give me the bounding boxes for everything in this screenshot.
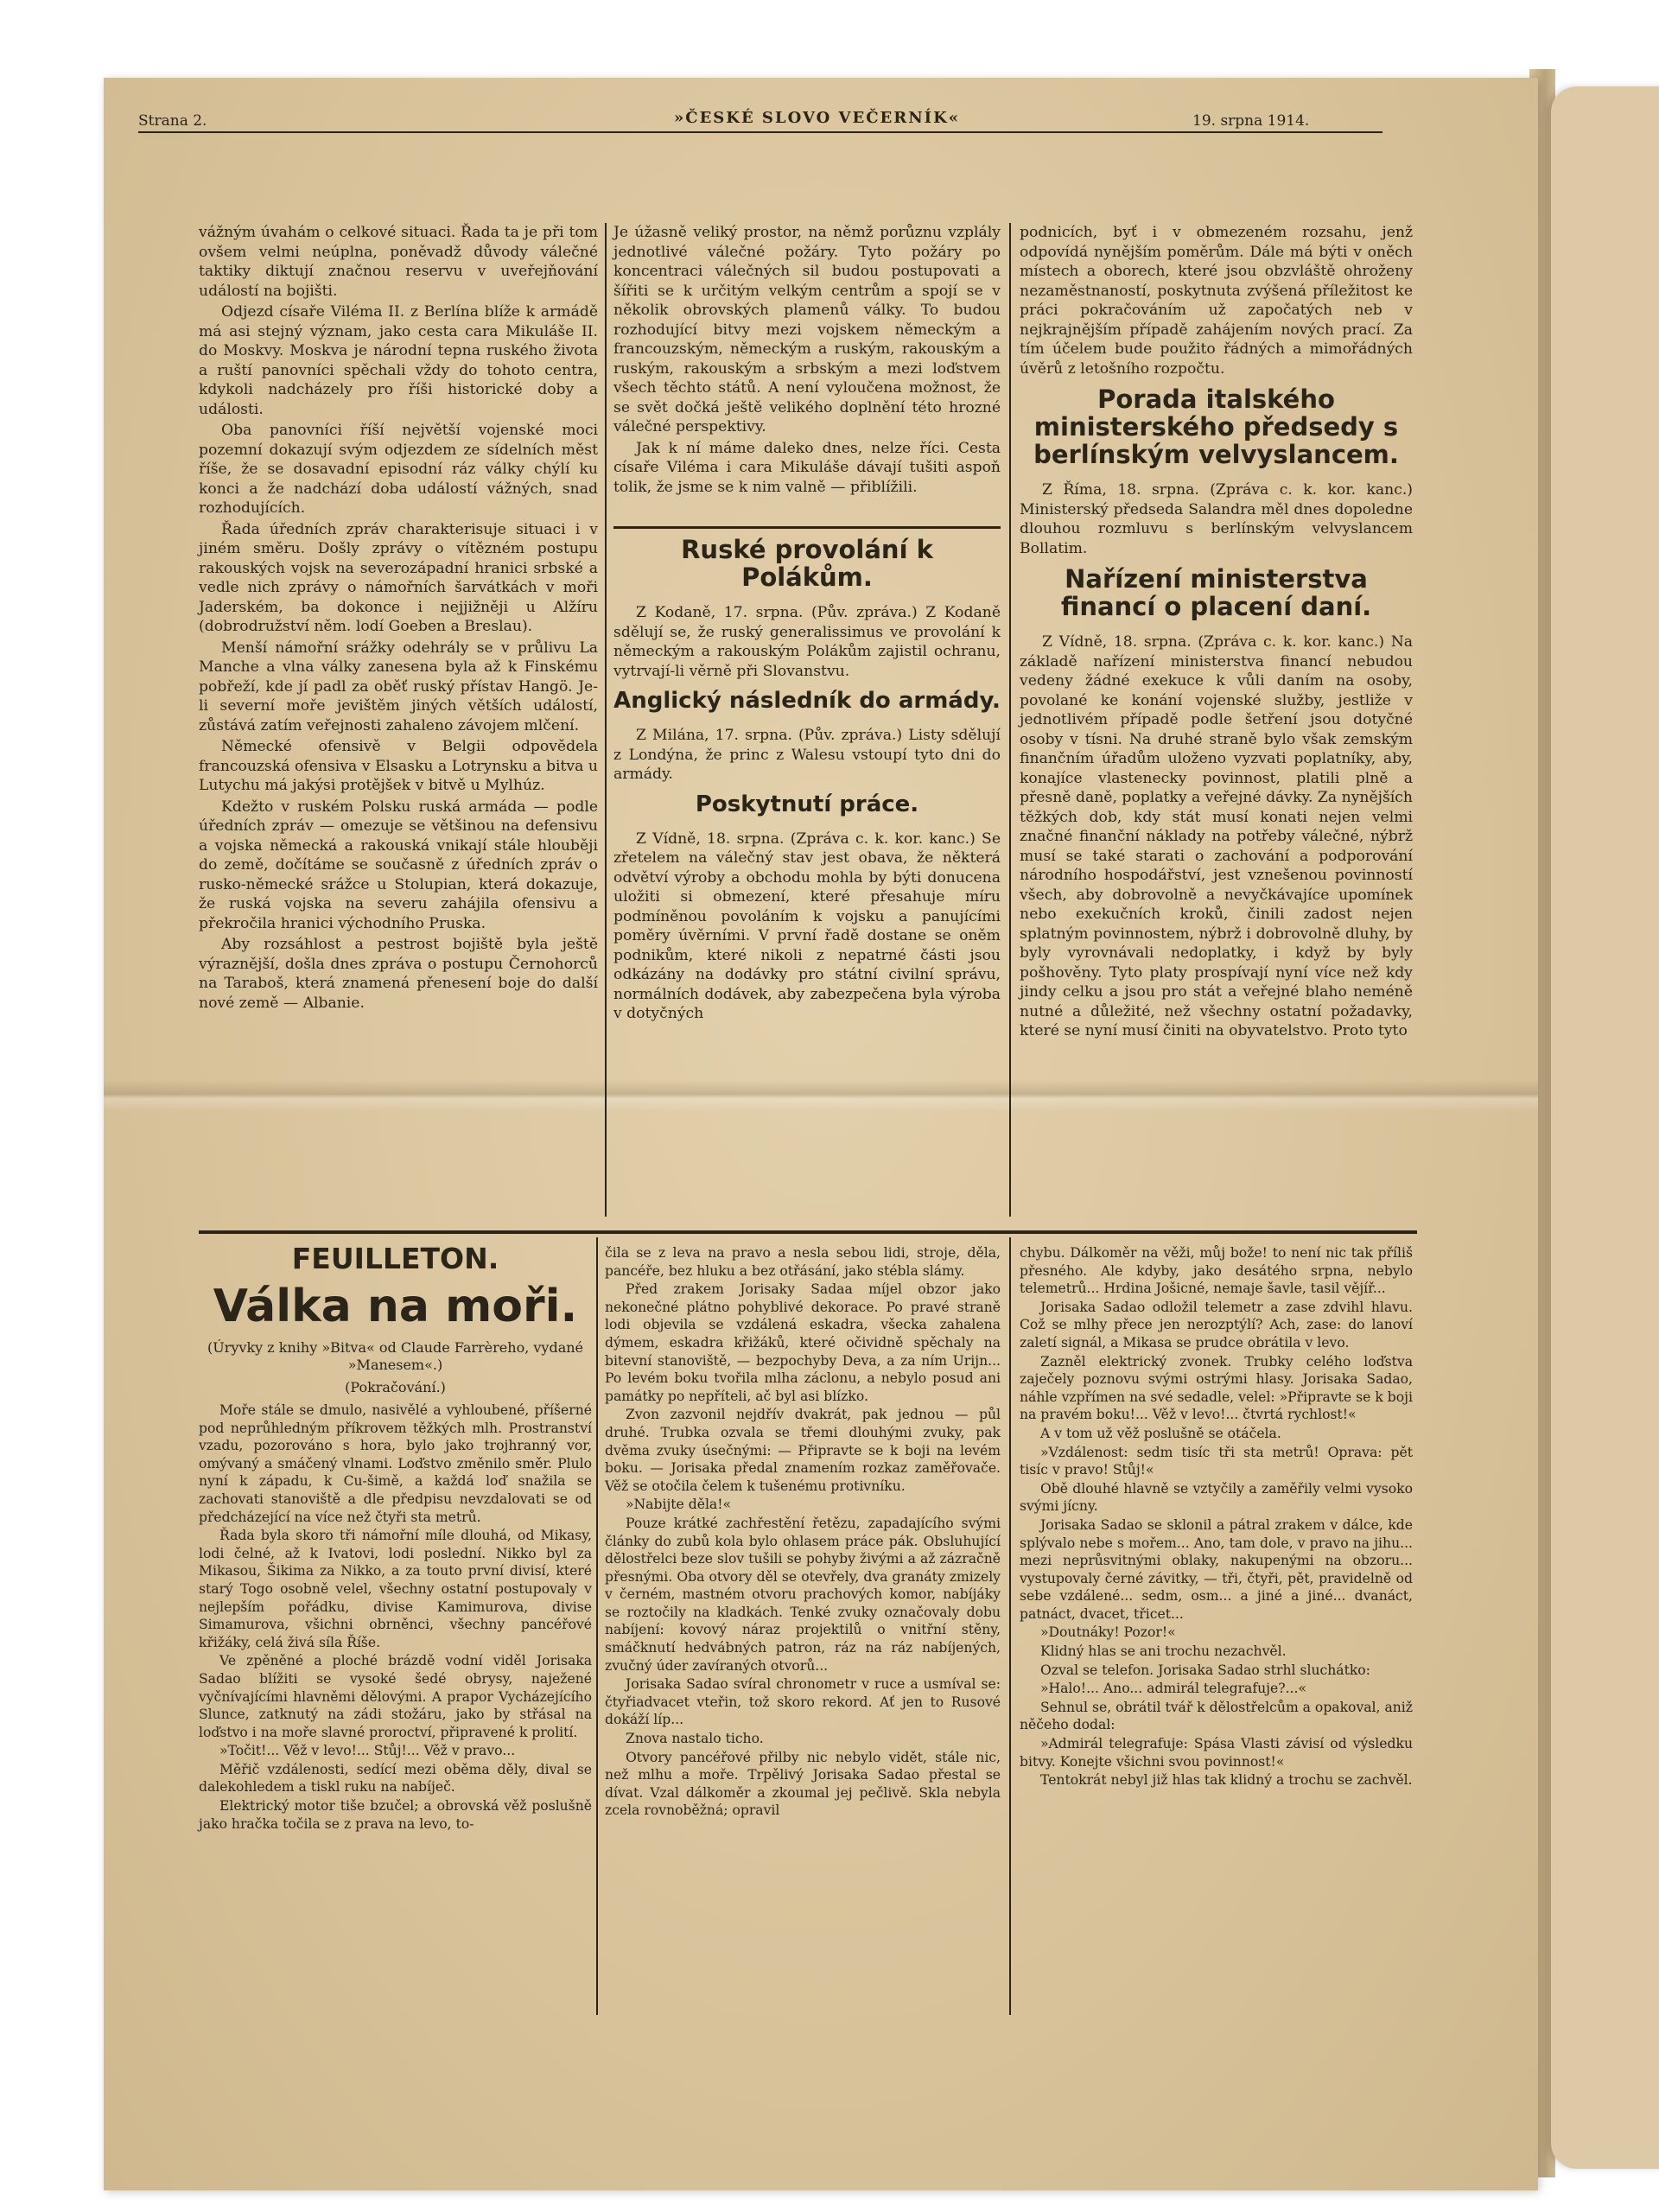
paragraph: Odjezd císaře Viléma II. z Berlína blíže k armádě má asi stejný význam, jako cesta cara Mikuláše II. do Moskvy. Moskva je národní tepna ruského života a ruští panovníci spěchali vždy do tohoto centra, kdykoli nadcházely pro říši historické doby a události. [199,303,598,418]
feuilleton-column-3 [1020,1244,1413,1790]
paragraph: Tentokrát nebyl již hlas tak klidný a trochu se zachvěl. [1040,1772,1413,1789]
paragraph: čila se z leva na pravo a nesla sebou lidi, stroje, děla, pancéře, bez hluku a bez otřásání, jako stébla slámy. [605,1245,1001,1279]
article-text: Z Vídně, 18. srpna. (Zpráva c. k. kor. kanc.) Na základě nařízení ministerstva financí nebudou vedeny žádné exekuce k vůli daním na osoby, povolané ke konání vojenské služby, jestliže v jednotlivém případě podle šetření jsou dotyčné osoby v tísni. Na druhé straně bylo však zemským finančním úřadům uloženo vyzvati poplatníky, aby, konajíce vlastenecky povinnost, platili plně a přesně daně, poplatky a veřejné dávky. Za nynějších těžkých dob, kdy stát musí konati nejen velmi značné finanční náklady na potřeby válečné, nýbrž musí se také starati o zachování a podporování národního hospodářství, jest vznešenou povinností všech, aby dobrovolně a nevyčkávajíce upomínek nebo exekučních kroků, činili zadost nejen splatným povinnostem, nýbrž i dobrovolně dluhy, by byly vyrovnávali nedoplatky, i když by byly pošhověny. Tyto platy prospívají nyní více než kdy jindy celku a jsou pro stát a veřejné blaho neméně nutné a důležité, než všechny ostatní požadavky, které se nyní musí činiti na obyvatelstvo. Proto tyto [1020,633,1413,1039]
column-2 [613,223,1001,1026]
feuilleton-rule-1 [596,1237,598,2015]
paragraph: Ve zpěněné a ploché brázdě vodní viděl Jorisaka Sadao blížiti se vysoké šedé obrysy, naježené vyčnívajícími hlavněmi dělovými. A prapor Vycházejícího Slunce, zatknutý na zádi stožáru, jako by střásal na loďstvo i na moře slavné proroctví, připravené k prolití. [199,1653,592,1740]
paragraph: chybu. Dálkoměr na věži, můj bože! to není nic tak příliš přesného. Ale kdyby, jako desátého srpna, nebylo telemetrů... Hrdina Jošicné, nemaje šavle, tasil vějíř... [1020,1245,1413,1297]
headline-ruske-provolani: Ruské provolání k Polákům. [681,535,933,592]
article-text: podnicích, byť i v obmezeném rozsahu, jenž odpovídá nynějším poměrům. Dále má býti v oněch místech a oborech, které jsou obzvláště ohroženy nezaměstnaností, poskytnuta zvýšená příležitost ke práci pokračováním už započatých neb v nejkrajnějším případě zahájením nových prací. Za tím účelem bude použito řádných a mimořádných úvěrů z letošního rozpočtu. [1020,224,1413,378]
headline-poskytnuti-prace: Poskytnutí práce. [695,791,919,817]
paragraph: Řada byla skoro tři námořní míle dlouhá, od Mikasy, lodi čelné, až k Ivatovi, lodi poslední. Nikko byl za Mikasou, Šikima za Nikko, a za touto první divisí, které starý Togo osobně velel, všechny ostatní postupovaly v nejlepším pořádku, divise Kamimurova, divise Simamurova, všichni obrněnci, všechny pancéřové křižáky, celá živá síla Říše. [199,1528,592,1650]
paragraph: Moře stále se dmulo, nasivělé a vyhloubené, příšerné pod neprůhledným příkrovem těžkých mlh. Prostranství vzadu, pozorováno s hora, bylo jako trojhranný vor, omývaný a smáčený vlnami. Loďstvo změnilo směr. Plulo nyní k západu, k Cu-šimě, a každá loď snažila se zachovati stanoviště a dle předpisu nevzdalovati se od předcházející na více než čtyři sta metrů. [199,1402,592,1525]
paragraph: Měřič vzdálenosti, sedící mezi oběma děly, dival se dalekohledem a tiskl ruku na nabíječ. [199,1761,592,1796]
paragraph: Oba panovníci říší největší vojenské moci pozemní dokazují svým odjezdem ze sídelních měst říše, že se dosavadní episodní ráz války chýlí ku konci a že nadchází doba událostí vážných, snad rozhodujících. [199,422,598,517]
feuilleton-column-2 [605,1244,1001,1821]
paragraph: Aby rozsáhlost a pestrost bojiště byla ještě výraznější, došla dnes zpráva o postupu Černohorců na Taraboš, která znamená přenesení boje do další nové země — Albanie. [199,936,598,1012]
page-number: Strana 2. [138,112,207,130]
paragraph: Ozval se telefon. Jorisaka Sadao strhl sluchátko: [1040,1662,1370,1678]
headline-narizeni-ministerstva: Nařízení ministerstva financí o placení daní. [1060,564,1372,621]
page-header [138,109,1348,130]
article-text: Z Říma, 18. srpna. (Zpráva c. k. kor. kanc.) Ministerský předseda Salandra měl dnes dopoledne dlouhou rozmluvu s berlínským velvyslancem Bollatim. [1020,481,1413,557]
column-1 [199,223,598,1014]
paragraph: Jorisaka Sadao se sklonil a pátral zrakem v dálce, kde splývalo nebe s mořem... Ano, tam dole, v pravo na jihu... mezi neprůsvitnými oblaky, nakupenými na obzoru... vystupovaly černé závitky, — tři, čtyři, pět, pravidelně od sebe vzdálené... sedm, osm... a jiné a jiné... dvanáct, patnáct, dvacet, třicet... [1020,1516,1413,1622]
headline-porada-italskeho: Porada italského ministerského předsedy s berlínským velvyslancem. [1033,385,1399,469]
paragraph: »Halo!... Ano... admirál telegrafuje?...« [1040,1681,1306,1697]
paragraph: Menší námořní srážky odehrály se v průlivu La Manche a vlna války zanesena byla až k Finskému pobřeží, kde jí padl za oběť ruský přístav Hangö. Je-li severní moře jevištěm jiných větších událostí, zůstává zatím veřejnosti zahaleno závojem mlčení. [199,639,598,734]
feuilleton-rule [199,1230,1417,1234]
feuilleton-label: FEUILLETON. [291,1242,499,1275]
paragraph: Znova nastalo ticho. [626,1731,764,1747]
feuilleton-title: Válka na moři. [213,1281,578,1332]
column-rule-1 [605,223,607,1217]
section-rule [613,526,1001,529]
paragraph: Kdežto v ruském Polsku ruská armáda — podle úředních zpráv — omezuje se většinou na defensivu a vojska německá a rakouská vnikají stále hlouběji do země, dočítáme se současně z úředních zpráv o rusko-německé srážce u Stolupian, která dokazuje, že ruská vojska na severu zahájila ofensivu a překročila hranici východního Pruska. [199,798,598,932]
paragraph: A v tom už věž poslušně se otáčela. [1040,1425,1281,1441]
paragraph: »Točit!... Věž v levo!... Stůj!... Věž v pravo... [219,1743,516,1759]
paragraph: »Nabijte děla!« [626,1497,732,1513]
paper-crease [104,1080,1538,1111]
header-rule [138,131,1382,133]
paragraph: Jorisaka Sadao odložil telemetr a zase zdvihl hlavu. Což se mlhy přece jen nerozptýlí? Ach, zase: do lanoví zaletí signál, a Mikasa se prudce obrátila v levo. [1020,1299,1413,1351]
adjacent-page-edge [1551,86,1659,2169]
headline-anglicky-naslednik: Anglický následník do armády. [613,688,1001,714]
issue-date: 19. srpna 1914. [1192,112,1310,130]
paragraph: Otvory pancéřové přilby nic nebylo vidět, stále nic, než mlhu a moře. Trpělivý Jorisaka Sadao přestal se dívat. Vzal dálkoměr a zkoumal jej pečlivě. Skla nebyla zcela rovnoběžná; opravil [605,1749,1001,1819]
paragraph: »Admirál telegrafuje: Spása Vlasti závisí od výsledku bitvy. Konejte všichni svou povinnost!« [1020,1736,1413,1770]
feuilleton-subtitle: (Úryvky z knihy »Bitva« od Claude Farrèreho, vydané »Manesem«.) [207,1339,584,1373]
paragraph: Elektrický motor tiše bzučel; a obrovská věž poslušně jako hračka točila se z prava na levo, to- [199,1798,592,1832]
paragraph: Pouze krátké zachřestění řetězu, zapadajícího svými články do zubů kola bylo ohlasem práce pák. Obsluhující dělostřelci beze slov tušili se pohyby živými a až zázračně přesnými. Oba otvory děl se otevřely, dva granáty zmizely v černém, mastném otvoru prachových komor, nabíjáky se roztočily na kladkách. Tenké zvuky označovaly dobu nabíjení: kovový náraz projektilů o vnitřní stěny, smáčknutí hedvábných patron, ráz na ráz nabíjených, zvučný úder zavíraných otvorů... [605,1515,1001,1674]
paragraph: Sehnul se, obrátil tvář k dělostřelcům a opakoval, aniž něčeho dodal: [1020,1699,1413,1733]
feuilleton-rule-2 [1009,1237,1011,2015]
feuilleton-column-1 [199,1237,592,1834]
article-text: Z Kodaně, 17. srpna. (Pův. zpráva.) Z Kodaně sdělují se, že ruský generalissimus ve provolání k německým a rakouským Polákům zajistil ochranu, vytrvají-li věrně při Slovanstvu. [613,604,1001,680]
article-text: Z Milána, 17. srpna. (Pův. zpráva.) Listy sdělují z Londýna, že princ z Walesu vstoupí tyto dni do armády. [613,727,1001,783]
paragraph: Je úžasně veliký prostor, na němž porůznu vzplály jednotlivé válečné požáry. Tyto požáry po koncentraci válečných sil budou postupovati a šířiti se k určitým velkým centrům a spojí se v několik obrovských plamenů války. To budou rozhodující bitvy mezi vojskem německým a francouzským, německým a ruským, rakouským a ruským, rakouským a srbským a mezi loďstvem všech těchto států. A není vyloučena možnost, že se svět dočká ještě velikého doplnění této hrozné válečné perspektivy. [613,224,1001,435]
paragraph: »Vzdálenost: sedm tisíc tři sta metrů! Oprava: pět tisíc v pravo! Stůj!« [1020,1444,1413,1478]
masthead: »ČESKÉ SLOVO VEČERNÍK« [674,109,960,127]
paragraph: Zvon zazvonil nejdřív dvakrát, pak jednou — půl druhé. Trubka ozvala se třemi dlouhými zvuky, pak dvěma zvuky úsečnými: — Připravte se k boji na levém boku. — Jorisaka předal znamením rozkaz zaměřovače. Věž se otočila čelem k tušenému protivníku. [605,1407,1001,1494]
paragraph: vážným úvahám o celkové situaci. Řada ta je při tom ovšem velmi neúplna, poněvadž důvody válečné taktiky diktují značnou reservu v uveřejňování událostí na bojišti. [199,224,598,300]
paragraph: Řada úředních zpráv charakterisuje situaci i v jiném směru. Došly zprávy o vítězném postupu rakouských vojsk na severozápadní hranici srbské a vedle nich zprávy o námořních šarvátkách v moři Jaderském, ba dokonce i nejjižněji u Alžíru (dobrodružství něm. lodí Goeben a Breslau). [199,520,598,635]
paragraph: Zazněl elektrický zvonek. Trubky celého loďstva zaječely poznovu svými ostrými hlasy. Jorisaka Sadao, náhle vzpřímen na své sedadle, velel: »Připravte se k boji na pravém boku!... Věž v levo!... čtvrtá rychlost!« [1020,1353,1413,1423]
column-3 [1020,223,1413,1043]
paragraph: Německé ofensivě v Belgii odpovědela francouzská ofensiva v Elsasku a Lotrynsku a bitva u Lutychu má jakýsi protějšek v bitvě u Mylhúz. [199,738,598,794]
paragraph: Jak k ní máme daleko dnes, nelze říci. Cesta císaře Viléma i cara Mikuláše dávají tušiti aspoň tolik, že jsme se k nim valně — přiblížili. [613,439,1001,496]
paragraph: »Doutnáky! Pozor!« [1040,1624,1176,1641]
paragraph: Před zrakem Jorisaky Sadaa míjel obzor jako nekonečné plátno pohyblivé dekorace. Po pravé straně lodi objevila se vzdálená eskadra, všecka zahalena dýmem, eskadra křižáků, které očividně spěchaly na bitevní stanoviště, — bezpochyby Deva, a za ním Urijn... Po levém boku tvořila mlha záclonu, a nebylo posud ani památky po nepříteli, ač byl asi blízko. [605,1281,1001,1404]
paragraph: Klidný hlas se ani trochu nezachvěl. [1040,1643,1287,1660]
article-text: Z Vídně, 18. srpna. (Zpráva c. k. kor. kanc.) Se zřetelem na válečný stav jest obava, že některá odvětví výroby a obchodu mohla by býti donucena uložiti si obmezení, které přesahuje míru podmíněnou povoláním k vojsku a panujícími poměry úvěrními. V první řadě dostane se oněm podnikům, které nikoli z nepatrné části jsou odkázány na dodávky pro státní civilní správu, normálních dodávek, aby zabezpečena byla výroba v dotyčných [613,830,1001,1022]
paragraph: Jorisaka Sadao svíral chronometr v ruce a usmíval se: čtyřiadvacet vteřin, tož skoro rekord. Ať jen to Rusové dokáží líp... [605,1676,1001,1728]
paragraph: Obě dlouhé hlavně se vztyčily a zaměřily velmi vysoko svými jícny. [1020,1480,1413,1515]
feuilleton-continued: (Pokračování.) [345,1379,446,1395]
column-rule-2 [1009,223,1011,1217]
